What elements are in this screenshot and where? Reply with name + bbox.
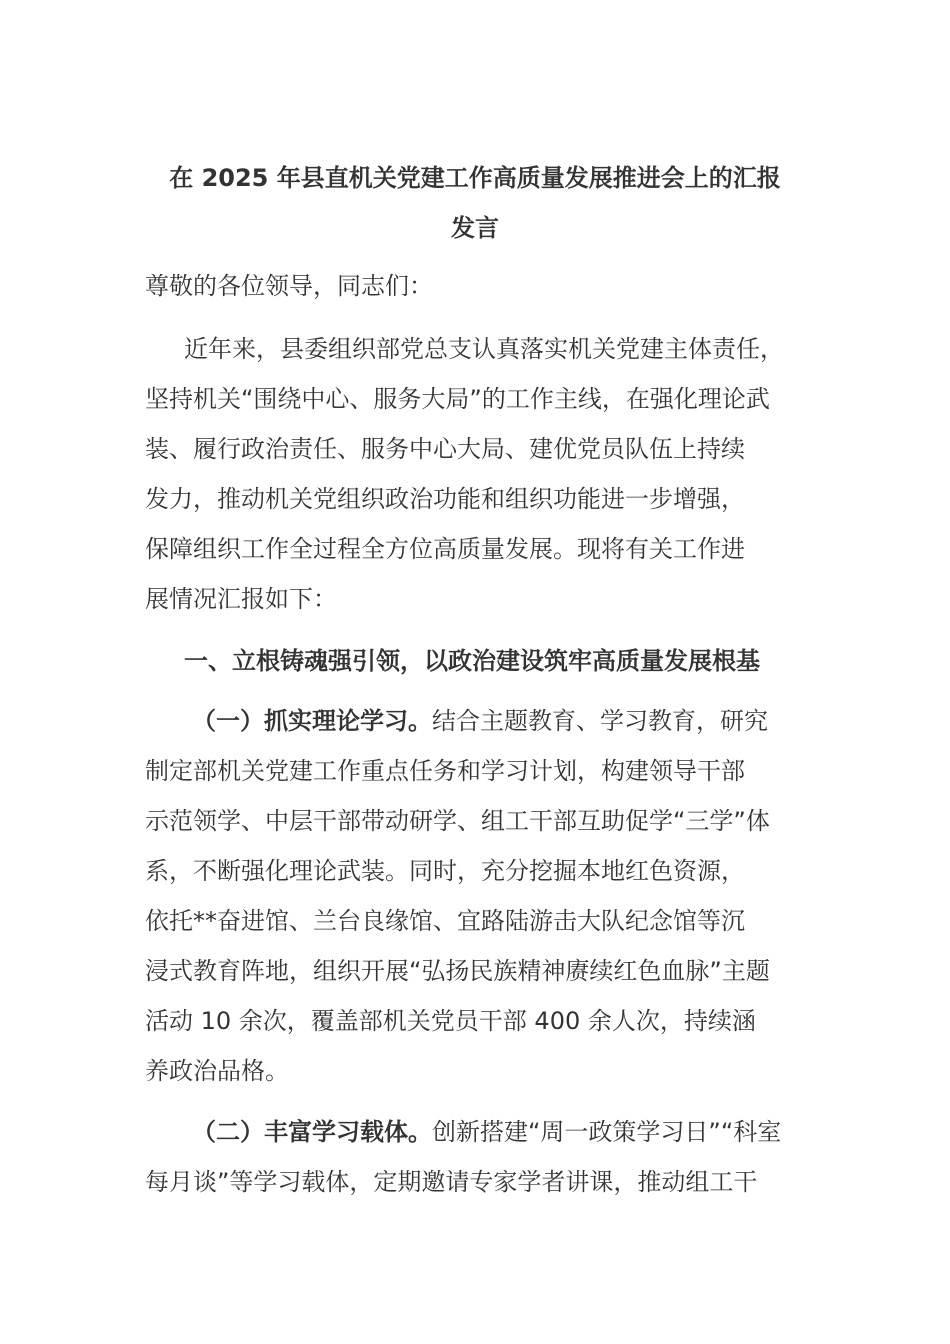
item-1-line-6: 浸式教育阵地，组织开展“弘扬民族精神赓续红色血脉”主题 — [145, 957, 770, 985]
item-2-first-line-text: 创新搭建“周一政策学习日”“科室 — [432, 1118, 782, 1146]
item-1-line-3: 示范领学、中层干部带动研学、组工干部互助促学“三学”体 — [145, 807, 770, 835]
item-1-line-8: 养政治品格。 — [145, 1057, 289, 1085]
item-1-label: （一）抓实理论学习。 — [192, 707, 432, 735]
item-1-first-line — [192, 705, 768, 737]
intro-line-6: 展情况汇报如下： — [145, 585, 337, 613]
salutation: 尊敬的各位领导，同志们： — [145, 272, 433, 300]
intro-line-1: 近年来，县委组织部党总支认真落实机关党建主体责任， — [184, 335, 784, 363]
item-1-line-7: 活动 10 余次，覆盖部机关党员干部 400 余人次，持续涵 — [145, 1007, 756, 1035]
item-2-line-2: 每月谈”等学习载体，定期邀请专家学者讲课，推动组工干 — [145, 1168, 758, 1196]
section-1-heading: 一、立根铸魂强引领，以政治建设筑牢高质量发展根基 — [184, 647, 760, 675]
item-2-label: （二）丰富学习载体。 — [192, 1118, 432, 1146]
intro-line-5: 保障组织工作全过程全方位高质量发展。现将有关工作进 — [145, 535, 745, 563]
item-2-first-line — [192, 1116, 781, 1148]
document-title-line-1: 在 2025 年县直机关党建工作高质量发展推进会上的汇报 — [169, 164, 781, 192]
intro-line-2: 坚持机关“围绕中心、服务大局”的工作主线，在强化理论武 — [145, 385, 770, 413]
item-1-line-2: 制定部机关党建工作重点任务和学习计划，构建领导干部 — [145, 757, 745, 785]
document-title-line-2: 发言 — [451, 214, 499, 242]
intro-line-4: 发力，推动机关党组织政治功能和组织功能进一步增强， — [145, 485, 745, 513]
item-1-line-5: 依托**奋进馆、兰台良缘馆、宜路陆游击大队纪念馆等沉 — [145, 907, 745, 935]
item-1-line-4: 系，不断强化理论武装。同时，充分挖掘本地红色资源， — [145, 857, 745, 885]
intro-line-3: 装、履行政治责任、服务中心大局、建优党员队伍上持续 — [145, 435, 745, 463]
item-1-first-line-text: 结合主题教育、学习教育，研究 — [432, 707, 768, 735]
